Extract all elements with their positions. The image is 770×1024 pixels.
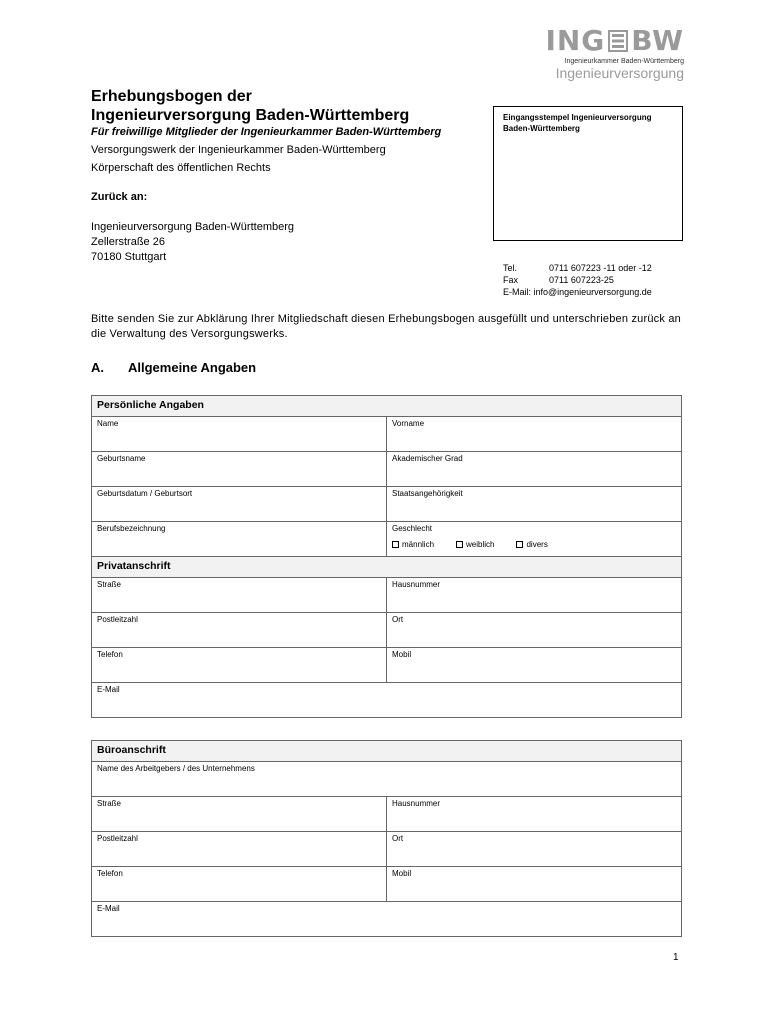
- return-address-line-3: 70180 Stuttgart: [91, 251, 167, 263]
- receipt-stamp-box: [493, 106, 683, 241]
- return-address-line-2: Zellerstraße 26: [91, 236, 165, 248]
- checkbox-icon[interactable]: [516, 541, 523, 548]
- table-header-office-address: Büroanschrift: [92, 741, 682, 762]
- logo-bw: BW: [631, 24, 684, 57]
- geschlecht-label: Geschlecht: [392, 524, 433, 533]
- field-employer[interactable]: Name des Arbeitgebers / des Unternehmens: [92, 762, 682, 797]
- section-number: A.: [91, 360, 104, 375]
- field-geburtsdatum[interactable]: Geburtsdatum / Geburtsort: [92, 487, 387, 522]
- gender-option-male[interactable]: [392, 540, 434, 549]
- org-line-2: Körperschaft des öffentlichen Rechts: [91, 162, 271, 174]
- field-private-ort[interactable]: Ort: [387, 613, 682, 648]
- contact-block: [503, 262, 652, 298]
- stamp-label-line-2: Baden-Württemberg: [503, 124, 580, 133]
- return-label: Zurück an:: [91, 191, 148, 203]
- field-vorname[interactable]: Vorname: [387, 417, 682, 452]
- field-staatsangehoerigkeit[interactable]: Staatsangehörigkeit: [387, 487, 682, 522]
- checkbox-icon[interactable]: [456, 541, 463, 548]
- fax-label: Fax: [503, 275, 519, 285]
- coat-of-arms-icon: [607, 29, 629, 53]
- title-line-2: Ingenieurversorgung Baden-Württemberg: [91, 107, 410, 124]
- document-subtitle: Für freiwillige Mitglieder der Ingenieurkammer Baden-Württemberg: [91, 126, 442, 138]
- section-title: Allgemeine Angaben: [128, 360, 257, 375]
- logo: [539, 26, 684, 81]
- gender-male-label: männlich: [402, 540, 435, 549]
- field-office-email[interactable]: E-Mail: [92, 902, 682, 937]
- field-office-mobil[interactable]: Mobil: [387, 867, 682, 902]
- field-berufsbezeichnung[interactable]: Berufsbezeichnung: [92, 522, 387, 557]
- office-address-table: [91, 740, 682, 937]
- contact-fax: [503, 274, 652, 286]
- table-header-private-address: Privatanschrift: [92, 557, 682, 578]
- field-office-ort[interactable]: Ort: [387, 832, 682, 867]
- personal-data-table: [91, 395, 682, 718]
- table-header-personal: Persönliche Angaben: [92, 396, 682, 417]
- fax-value: 0711 607223-25: [549, 275, 614, 285]
- page-number: 1: [673, 952, 679, 963]
- logo-ing: ING: [545, 24, 606, 57]
- tel-label: Tel.: [503, 263, 518, 273]
- stamp-label-line-1: Eingangsstempel Ingenieurversorgung: [503, 113, 652, 122]
- document-title: [91, 87, 409, 125]
- field-private-strasse[interactable]: Straße: [92, 578, 387, 613]
- gender-option-diverse[interactable]: [516, 540, 547, 549]
- logo-subline-2: Ingenieurversorgung: [555, 65, 684, 81]
- gender-option-female[interactable]: [456, 540, 494, 549]
- field-private-mobil[interactable]: Mobil: [387, 648, 682, 683]
- field-private-email[interactable]: E-Mail: [92, 683, 682, 718]
- return-address-line-1: Ingenieurversorgung Baden-Württemberg: [91, 221, 295, 233]
- title-line-1: Erhebungsbogen der: [91, 88, 252, 105]
- field-private-telefon[interactable]: Telefon: [92, 648, 387, 683]
- gender-options: [392, 540, 676, 549]
- tel-value: 0711 607223 -11 oder -12: [549, 263, 652, 273]
- contact-tel: [503, 262, 652, 274]
- contact-email: E-Mail: info@ingenieurversorgung.de: [503, 287, 652, 297]
- field-office-hausnummer[interactable]: Hausnummer: [387, 797, 682, 832]
- field-geburtsname[interactable]: Geburtsname: [92, 452, 387, 487]
- return-address: [91, 220, 294, 265]
- field-office-strasse[interactable]: Straße: [92, 797, 387, 832]
- logo-wordmark: [539, 26, 684, 56]
- gender-female-label: weiblich: [466, 540, 495, 549]
- logo-subline: Ingenieurkammer Baden-Württemberg: [564, 58, 684, 65]
- field-private-hausnummer[interactable]: Hausnummer: [387, 578, 682, 613]
- org-line-1: Versorgungswerk der Ingenieurkammer Baden-Württemberg: [91, 144, 386, 156]
- intro-paragraph: Bitte senden Sie zur Abklärung Ihrer Mitgliedschaft diesen Erhebungsbogen ausgefüllt und unterschrieben zurück an die Verwaltung des Versorgungswerks.: [91, 313, 681, 340]
- gender-diverse-label: divers: [526, 540, 548, 549]
- field-office-telefon[interactable]: Telefon: [92, 867, 387, 902]
- field-private-plz[interactable]: Postleitzahl: [92, 613, 387, 648]
- section-heading: [91, 360, 256, 375]
- field-office-plz[interactable]: Postleitzahl: [92, 832, 387, 867]
- checkbox-icon[interactable]: [392, 541, 399, 548]
- field-akademischer-grad[interactable]: Akademischer Grad: [387, 452, 682, 487]
- field-name[interactable]: Name: [92, 417, 387, 452]
- field-geschlecht: [387, 522, 682, 557]
